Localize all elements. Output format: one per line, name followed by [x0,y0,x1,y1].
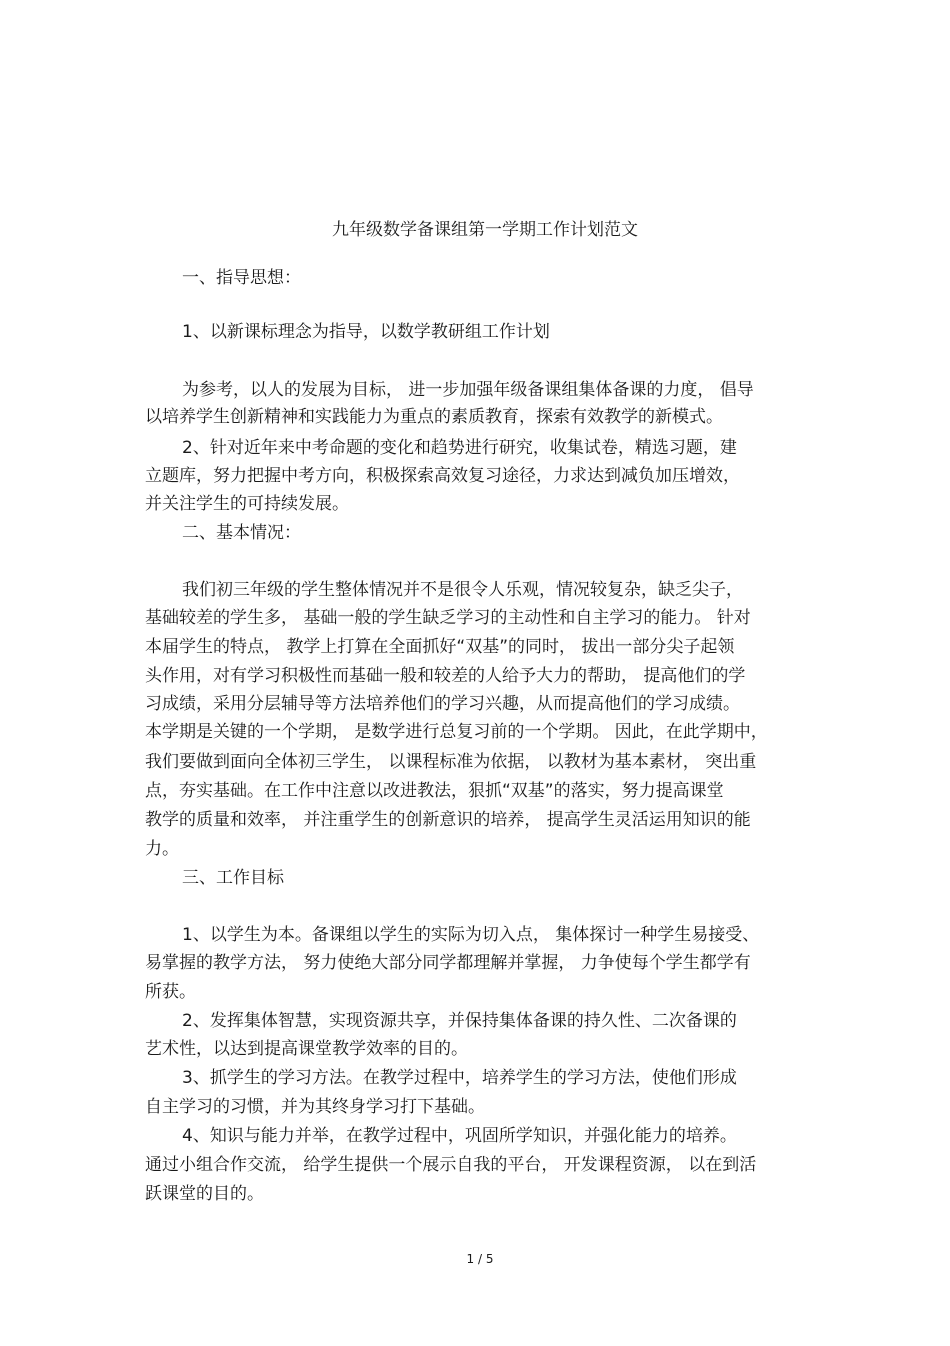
paragraph-line: 1、以学生为本。备课组以学生的实际为切入点， 集体探讨一种学生易接受、 [182,925,760,945]
paragraph-line: 本届学生的特点， 教学上打算在全面抓好“双基”的同时， 拔出一部分尖子起领 [145,637,735,657]
paragraph-line: 力。 [145,839,179,859]
paragraph-line: 4、知识与能力并举，在教学过程中，巩固所学知识，并强化能力的培养。 [182,1126,737,1146]
document-title: 九年级数学备课组第一学期工作计划范文 [332,220,638,240]
paragraph-line: 通过小组合作交流， 给学生提供一个展示自我的平台， 开发课程资源， 以在到活 [145,1155,757,1175]
paragraph-line: 易掌握的教学方法， 努力使绝大部分同学都理解并掌握， 力争使每个学生都学有 [145,953,751,973]
paragraph-line: 本学期是关键的一个学期， 是数学进行总复习前的一个学期。 因此，在此学期中， [145,722,768,742]
section-heading-basic-situation: 二、基本情况： [182,523,301,543]
paragraph-line: 艺术性，以达到提高课堂教学效率的目的。 [145,1039,468,1059]
paragraph-line: 我们初三年级的学生整体情况并不是很令人乐观，情况较复杂，缺乏尖子， [182,580,743,600]
paragraph-line: 并关注学生的可持续发展。 [145,494,349,514]
section-heading-work-goals: 三、工作目标 [182,868,284,888]
section-heading-guiding-ideology: 一、指导思想： [182,268,301,288]
page-number: 1 / 5 [466,1252,494,1266]
paragraph-line: 教学的质量和效率， 并注重学生的创新意识的培养， 提高学生灵活运用知识的能 [145,810,751,830]
paragraph-line: 2、针对近年来中考命题的变化和趋势进行研究，收集试卷，精选习题，建 [182,438,737,458]
paragraph-line: 跃课堂的目的。 [145,1184,264,1204]
paragraph-line: 1、以新课标理念为指导，以数学教研组工作计划 [182,322,550,342]
paragraph-line: 为参考，以人的发展为目标， 进一步加强年级备课组集体备课的力度， 倡导 [182,380,754,400]
paragraph-line: 所获。 [145,982,196,1002]
paragraph-line: 以培养学生创新精神和实践能力为重点的素质教育，探索有效教学的新模式。 [145,407,723,427]
paragraph-line: 点，夯实基础。在工作中注意以改进教法，狠抓“双基”的落实，努力提高课堂 [145,781,724,801]
paragraph-line: 立题库，努力把握中考方向，积极探索高效复习途径，力求达到减负加压增效， [145,466,740,486]
paragraph-line: 头作用，对有学习积极性而基础一般和较差的人给予大力的帮助， 提高他们的学 [145,666,746,686]
paragraph-line: 习成绩，采用分层辅导等方法培养他们的学习兴趣，从而提高他们的学习成绩。 [145,694,740,714]
paragraph-line: 3、抓学生的学习方法。在教学过程中，培养学生的学习方法，使他们形成 [182,1068,737,1088]
paragraph-line: 基础较差的学生多， 基础一般的学生缺乏学习的主动性和自主学习的能力。 针对 [145,608,751,628]
paragraph-line: 自主学习的习惯，并为其终身学习打下基础。 [145,1097,485,1117]
paragraph-line: 我们要做到面向全体初三学生， 以课程标准为依据， 以教材为基本素材， 突出重 [145,752,757,772]
paragraph-line: 2、发挥集体智慧，实现资源共享，并保持集体备课的持久性、二次备课的 [182,1011,737,1031]
